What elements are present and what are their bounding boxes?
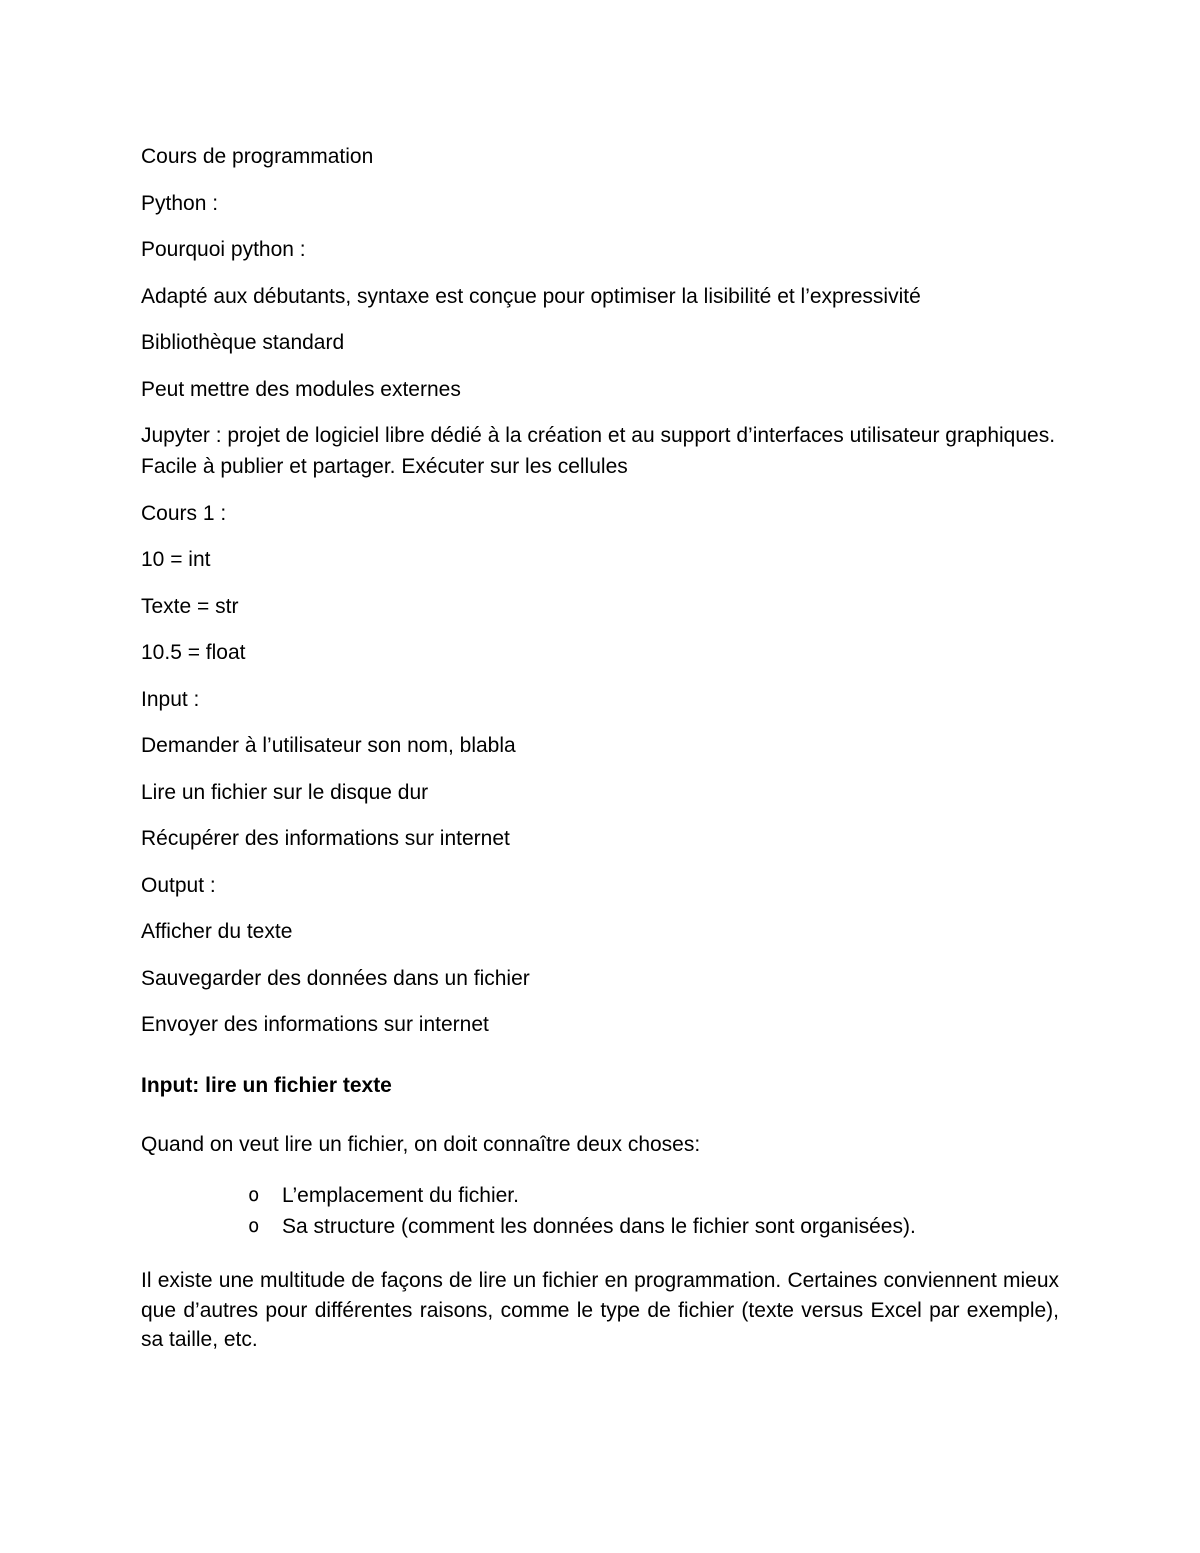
bullet-list: [141, 1180, 1059, 1242]
paragraph-send-internet: Envoyer des informations sur internet: [141, 1013, 489, 1036]
paragraph-python: Python :: [141, 191, 219, 215]
bullet-marker: o: [248, 1184, 260, 1206]
bullet-text: L’emplacement du fichier.: [282, 1184, 519, 1207]
document-title: Cours de programmation: [141, 145, 374, 168]
section-heading: Input: lire un fichier texte: [141, 1074, 392, 1097]
document-body: [141, 141, 1059, 1370]
paragraph-output: Output :: [141, 873, 216, 897]
paragraph-intro: Quand on veut lire un fichier, on doit connaître deux choses:: [141, 1133, 701, 1156]
paragraph-closing: Il existe une multitude de façons de lire un fichier en programmation. Certaines conviennent mieux que d’autres pour différentes raisons, comme le type de fichier (texte versus Excel par exemple), sa taille, etc.: [141, 1269, 1059, 1351]
paragraph-standard-library: Bibliothèque standard: [141, 331, 345, 354]
list-item: [248, 1180, 1059, 1211]
paragraph-int: 10 = int: [141, 548, 211, 571]
bullet-marker: o: [248, 1215, 260, 1237]
bullet-text: Sa structure (comment les données dans le fichier sont organisées).: [282, 1215, 916, 1238]
paragraph-save-data: Sauvegarder des données dans un fichier: [141, 966, 530, 990]
list-item: [248, 1211, 1059, 1242]
paragraph-display-text: Afficher du texte: [141, 920, 293, 943]
paragraph-float: 10.5 = float: [141, 641, 246, 664]
paragraph-ask-user: Demander à l’utilisateur son nom, blabla: [141, 734, 516, 757]
paragraph-str: Texte = str: [141, 594, 239, 618]
paragraph-beginners: Adapté aux débutants, syntaxe est conçue pour optimiser la lisibilité et l’expressivité: [141, 284, 921, 308]
paragraph-input: Input :: [141, 687, 200, 711]
paragraph-external-modules: Peut mettre des modules externes: [141, 377, 461, 401]
paragraph-read-file: Lire un fichier sur le disque dur: [141, 780, 429, 804]
paragraph-why-python: Pourquoi python :: [141, 238, 306, 261]
paragraph-fetch-internet: Récupérer des informations sur internet: [141, 827, 510, 850]
paragraph-course-1: Cours 1 :: [141, 501, 227, 525]
paragraph-jupyter: Jupyter : projet de logiciel libre dédié à la création et au support d’interfaces utilisateur graphiques. Facile à publier et partager. Exécuter sur les cellules: [141, 424, 1056, 478]
